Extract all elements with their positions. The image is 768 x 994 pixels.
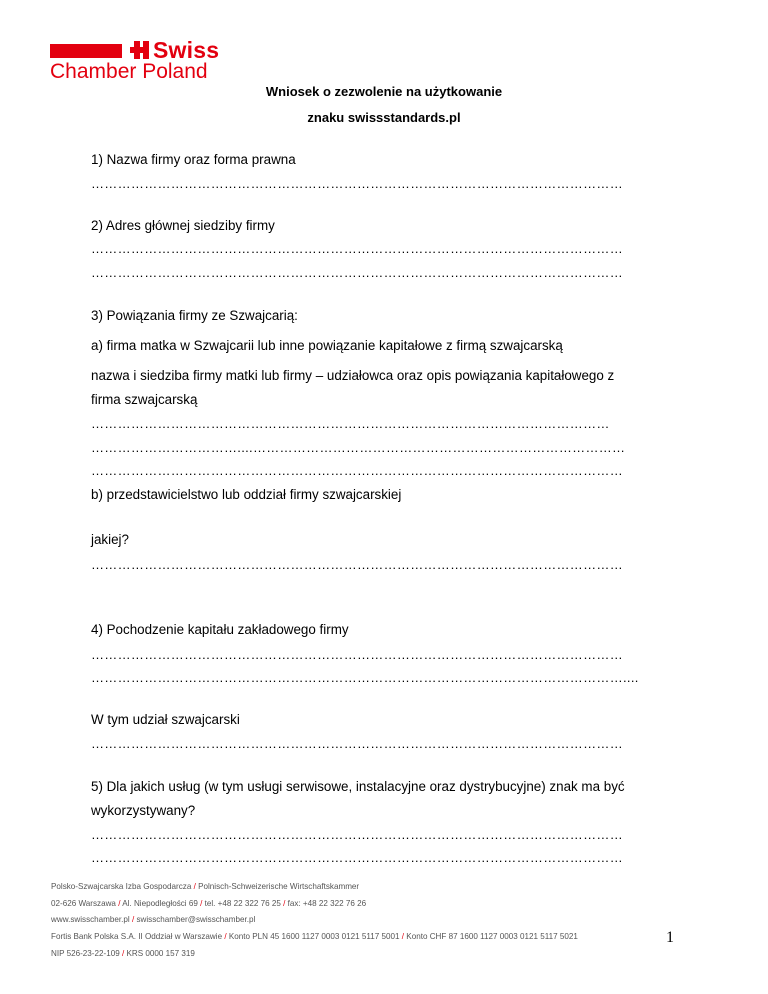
document-title-line2: znaku swissstandards.pl <box>307 110 461 125</box>
form-label: a) firma matka w Szwajcarii lub inne powiązanie kapitałowe z firmą szwajcarską <box>91 338 563 353</box>
logo-word-chamber: Chamber Poland <box>50 60 208 83</box>
footer-line-chamber: Polsko-Szwajcarska Izba Gospodarcza / Polnisch-Schweizerische Wirtschaftskammer <box>51 882 360 891</box>
form-label: 3) Powiązania firmy ze Szwajcarią: <box>91 308 298 323</box>
fill-in-line[interactable]: ………………………………………………………………………………………………………….... <box>91 670 639 685</box>
form-label: 5) Dla jakich usług (w tym usługi serwisowe, instalacyjne oraz dystrybucyjne) znak ma być <box>91 779 625 794</box>
document-title-line1: Wniosek o zezwolenie na użytkowanie <box>265 84 503 99</box>
form-label: 4) Pochodzenie kapitału zakładowego firmy <box>91 622 349 637</box>
form-label: b) przedstawicielstwo lub oddział firmy szwajcarskiej <box>91 487 402 502</box>
fill-in-line[interactable]: ………………………………………………………………………………………………………… <box>91 827 623 842</box>
footer-website-link[interactable]: www.swisschamber.pl <box>51 915 130 924</box>
form-label: firma szwajcarską <box>91 392 198 407</box>
fill-in-line[interactable]: ………………………………………………………………………………………………………… <box>91 557 623 572</box>
fill-in-line[interactable]: ………………………………………………………………………………………………………… <box>91 463 623 478</box>
form-label: wykorzystywany? <box>91 803 196 818</box>
page-number: 1 <box>666 929 674 946</box>
footer-line-bank: Fortis Bank Polska S.A. II Oddział w Warszawie / Konto PLN 45 1600 1127 0003 0121 5117 5001 / Konto CHF 87 1600 1127 0003 0121 5117 5021 <box>51 932 578 941</box>
footer-line-web: www.swisschamber.pl / swisschamber@swisschamber.pl <box>51 915 256 924</box>
footer-line-address: 02-626 Warszawa / Al. Niepodległości 69 / tel. +48 22 322 76 25 / fax: +48 22 322 76 26 <box>51 899 367 908</box>
fill-in-line[interactable]: ……………………………………………………………………………………………………… <box>91 416 610 431</box>
swiss-cross-icon <box>130 41 150 61</box>
fill-in-line[interactable]: ……………………………....………………………………………………………………………… <box>91 440 626 455</box>
form-label: jakiej? <box>91 532 129 547</box>
form-label: W tym udział szwajcarski <box>91 712 240 727</box>
form-label: nazwa i siedziba firmy matki lub firmy – udziałowca oraz opis powiązania kapitałowego z <box>91 368 615 383</box>
fill-in-line[interactable]: ………………………………………………………………………………………………………… <box>91 176 623 191</box>
fill-in-line[interactable]: ………………………………………………………………………………………………………… <box>91 241 623 256</box>
fill-in-line[interactable]: ………………………………………………………………………………………………………… <box>91 647 623 662</box>
logo-red-bar <box>50 44 122 58</box>
form-label: 1) Nazwa firmy oraz forma prawna <box>91 152 296 167</box>
logo-word-swiss: Swiss <box>153 37 220 63</box>
fill-in-line[interactable]: ………………………………………………………………………………………………………… <box>91 850 623 865</box>
footer-email-link[interactable]: swisschamber@swisschamber.pl <box>136 915 256 924</box>
fill-in-line[interactable]: ………………………………………………………………………………………………………… <box>91 265 623 280</box>
fill-in-line[interactable]: ………………………………………………………………………………………………………… <box>91 736 623 751</box>
form-label: 2) Adres głównej siedziby firmy <box>91 218 275 233</box>
footer-line-registry: NIP 526-23-22-109 / KRS 0000 157 319 <box>51 949 195 958</box>
